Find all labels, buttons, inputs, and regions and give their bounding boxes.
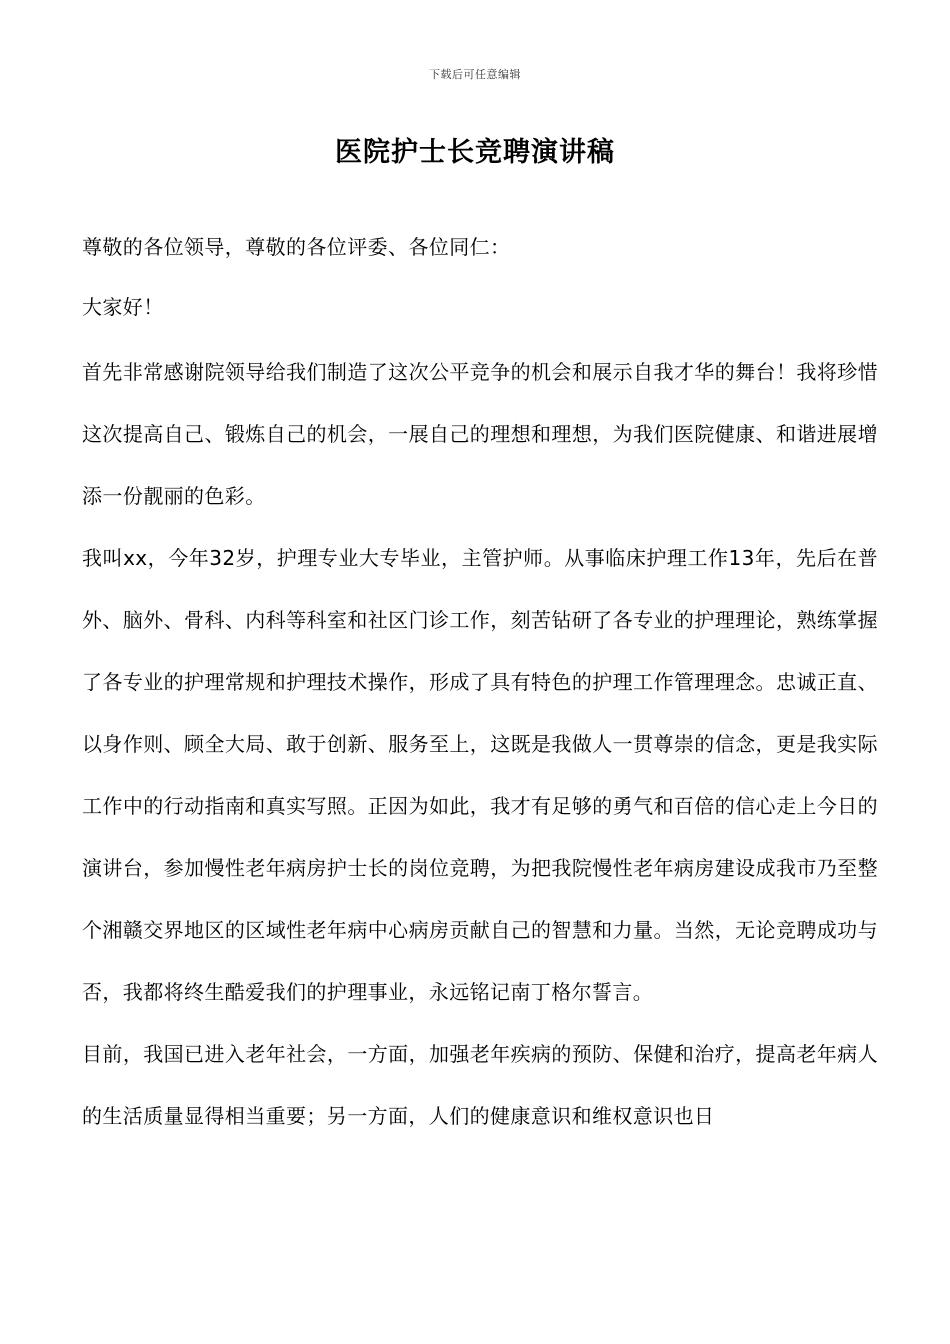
body-paragraph: 我叫xx，今年32岁，护理专业大专毕业，主管护师。从事临床护理工作13年，先后在普外、脑外、骨科、内科等科室和社区门诊工作，刻苦钻研了各专业的护理理论，熟练掌握了各专业的护理常规和护理技术操作，形成了具有特色的护理工作管理理念。忠诚正直、以身作则、顾全大局、敢于创新、服务至上，这既是我做人一贯尊崇的信念，更是我实际工作中的行动指南和真实写照。正因为如此，我才有足够的勇气和百倍的信心走上今日的演讲台，参加慢性老年病房护士长的岗位竞聘，为把我院慢性老年病房建设成我市乃至整个湘赣交界地区的区域性老年病中心病房贡献自己的智慧和力量。当然，无论竞聘成功与否，我都将终生酷爱我们的护理事业，永远铭记南丁格尔誓言。: [82, 546, 878, 1004]
document-title: 医院护士长竞聘演讲稿: [335, 137, 615, 168]
salutation-paragraph: 尊敬的各位领导，尊敬的各位评委、各位同仁：: [82, 235, 511, 259]
header-note: 下载后可任意编辑: [429, 68, 521, 81]
greeting-paragraph: 大家好！: [82, 295, 164, 319]
body-paragraph: 目前，我国已进入老年社会，一方面，加强老年疾病的预防、保健和治疗，提高老年病人的生活质量显得相当重要；另一方面，人们的健康意识和维权意识也日: [82, 1042, 878, 1128]
body-paragraph: 首先非常感谢院领导给我们制造了这次公平竞争的机会和展示自我才华的舞台！我将珍惜这次提高自己、锻炼自己的机会，一展自己的理想和理想，为我们医院健康、和谐进展增添一份靓丽的色彩。: [82, 360, 878, 508]
document-body: [82, 221, 878, 1147]
